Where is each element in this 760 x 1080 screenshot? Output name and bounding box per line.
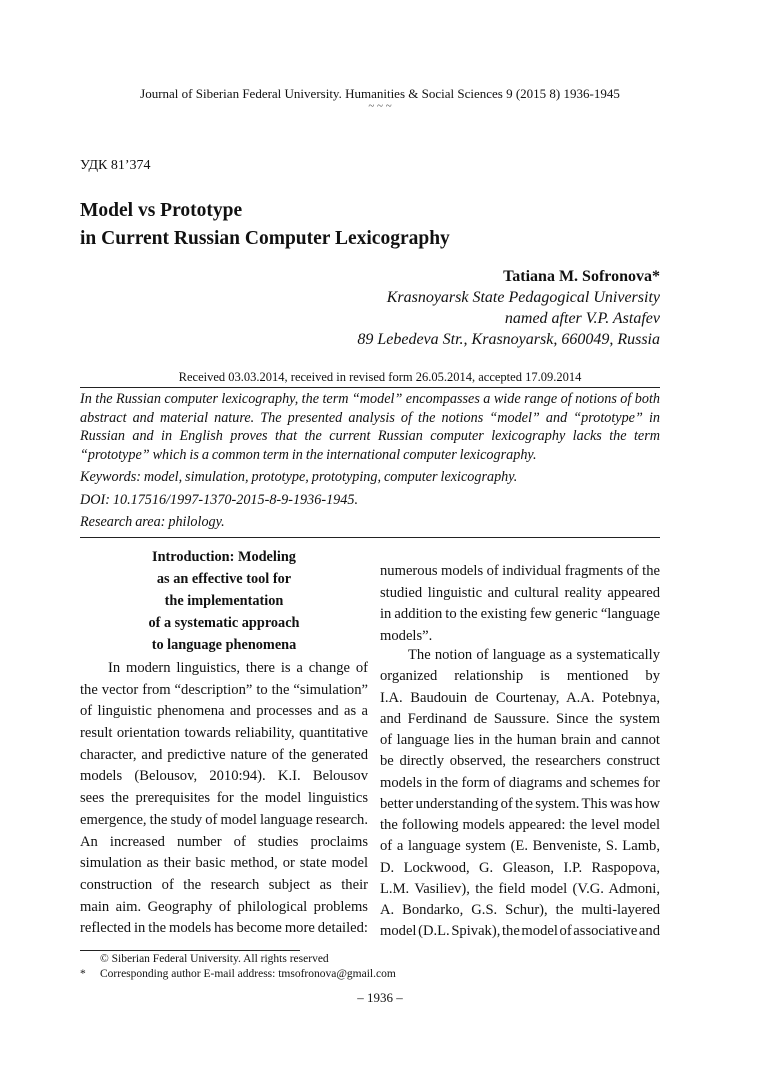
text-line-content: L.M. Vasiliev), the field model (V.G. Admoni, xyxy=(380,880,660,897)
text-line-content: model (D.L. Spivak), the model of associative and xyxy=(380,923,660,940)
author-block xyxy=(357,266,660,350)
text-line-content: emergence, the study of model language research. xyxy=(80,811,368,828)
text-line-content: numerous models of individual fragments of the xyxy=(380,563,660,579)
text-line-content: simulation as their basic method, or state model xyxy=(80,855,368,872)
text-line-content: result orientation towards reliability, quantitative xyxy=(80,725,368,742)
text-line-content: main aim. Geography of philological problems xyxy=(80,898,368,915)
footnote-star: * xyxy=(80,968,86,980)
text-line xyxy=(380,688,660,709)
text-line-content: D. Lockwood, G. Gleason, I.P. Raspopova, xyxy=(380,859,660,876)
text-line xyxy=(380,604,660,626)
text-line xyxy=(380,900,660,921)
text-line-content: of linguistic phenomena and processes and as a xyxy=(80,703,368,720)
text-line xyxy=(380,730,660,751)
text-line xyxy=(380,794,660,815)
article-title xyxy=(80,197,450,253)
text-line xyxy=(380,921,660,942)
text-line-content: An increased number of studies proclaims xyxy=(80,833,368,850)
author-name: Tatiana M. Sofronova* xyxy=(503,268,660,285)
section-heading xyxy=(80,546,368,656)
text-line-content: models in the form of diagrams and schemes for xyxy=(380,774,660,791)
corresponding-author: Corresponding author E-mail address: tmsofronova@gmail.com xyxy=(100,968,396,980)
text-line xyxy=(80,918,368,940)
text-line-content: better understanding of the system. This was how xyxy=(380,795,660,812)
text-line-content: the vector from “description” to the “simulation” xyxy=(80,681,368,698)
text-line-content: organized relationship is mentioned by xyxy=(380,668,660,685)
text-line-content: be directly observed, the researchers construct xyxy=(380,753,660,770)
right-column-paragraph xyxy=(380,645,660,943)
text-line xyxy=(380,561,660,583)
text-line xyxy=(80,658,368,680)
text-line xyxy=(380,879,660,900)
text-line xyxy=(80,723,368,745)
heading-line: of a systematic approach xyxy=(148,615,300,631)
text-line-content: I.A. Baudouin de Courtenay, A.A. Potebnya, xyxy=(380,689,660,706)
text-line xyxy=(80,875,368,897)
journal-header: Journal of Siberian Federal University. Humanities & Social Sciences 9 (2015 8) 1936-1945 xyxy=(140,86,620,101)
footnotes xyxy=(80,952,396,982)
text-line xyxy=(80,701,368,723)
text-line xyxy=(380,709,660,730)
text-line xyxy=(380,773,660,794)
text-line xyxy=(380,583,660,605)
affiliation-line: 89 Lebedeva Str., Krasnoyarsk, 660049, Russia xyxy=(357,331,660,348)
heading-line: as an effective tool for xyxy=(156,571,292,587)
text-line xyxy=(80,766,368,788)
copyright-note: © Siberian Federal University. All rights reserved xyxy=(100,953,329,965)
divider xyxy=(80,537,660,538)
page-number: – 1936 – xyxy=(357,990,403,1005)
text-line-content: the following models appeared: the level model xyxy=(380,817,660,833)
text-line-content: The notion of language as a systematically xyxy=(408,647,660,663)
abstract-text: In the Russian computer lexicography, the term “model” encompasses a wide range of notions of both abstract and material nature. The presented analysis of the notions “model” and “prototype” in Russian and in English proves that the current Russian computer lexicography lacks the term “prototype” which is a common term in the international computer lexicography. xyxy=(80,391,660,463)
text-line-content: models (Belousov, 2010:94). K.I. Belousov xyxy=(80,768,368,785)
text-line-content: sees the prerequisites for the model linguistics xyxy=(80,790,368,807)
keywords: Keywords: model, simulation, prototype, prototyping, computer lexicography. xyxy=(80,469,518,485)
text-line-content: and Ferdinand de Saussure. Since the system xyxy=(380,710,660,727)
text-line xyxy=(380,815,660,836)
text-line-content: construction of the research subject as their xyxy=(80,876,368,893)
text-line xyxy=(80,897,368,919)
received-dates: Received 03.03.2014, received in revised form 26.05.2014, accepted 17.09.2014 xyxy=(178,370,582,384)
text-line xyxy=(380,666,660,687)
title-line: in Current Russian Computer Lexicography xyxy=(80,228,450,249)
abstract xyxy=(80,390,660,536)
affiliation-line: Krasnoyarsk State Pedagogical University xyxy=(386,289,660,306)
text-line-content: In modern linguistics, there is a change of xyxy=(108,660,368,676)
text-line xyxy=(380,836,660,857)
text-line-content: models”. xyxy=(380,628,433,645)
text-line-content: reflected in the models has become more detailed: xyxy=(80,920,368,937)
text-line-content: of language lies in the human brain and cannot xyxy=(380,732,660,748)
text-line-content: of a language system (E. Benveniste, S. Lamb, xyxy=(380,838,660,855)
heading-line: to language phenomena xyxy=(151,637,297,653)
doi: DOI: 10.17516/1997-1370-2015-8-9-1936-1945. xyxy=(80,491,358,508)
text-line xyxy=(80,853,368,875)
header-separator: ~ ~ ~ xyxy=(368,100,392,112)
text-line xyxy=(80,680,368,702)
udk-code: УДК 81’374 xyxy=(80,158,151,173)
affiliation-line: named after V.P. Astafev xyxy=(504,310,660,327)
text-line-content: A. Bondarko, G.S. Schur), the multi-layered xyxy=(380,902,660,918)
text-line xyxy=(380,645,660,666)
text-line xyxy=(80,832,368,854)
research-area: Research area: philology. xyxy=(80,514,225,530)
text-line xyxy=(80,788,368,810)
heading-line: the implementation xyxy=(164,593,284,609)
left-column-paragraph xyxy=(80,658,368,940)
footnote-divider xyxy=(80,950,300,951)
heading-line: Introduction: Modeling xyxy=(152,549,296,565)
text-line xyxy=(380,751,660,772)
text-line xyxy=(380,858,660,879)
text-line xyxy=(80,810,368,832)
title-line: Model vs Prototype xyxy=(80,200,243,221)
text-line-content: in addition to the existing few generic “language xyxy=(380,606,660,623)
text-line xyxy=(80,745,368,767)
divider xyxy=(80,387,660,388)
right-column-paragraph xyxy=(380,561,660,648)
text-line-content: studied linguistic and cultural reality appeared xyxy=(380,584,660,601)
text-line-content: character, and predictive nature of the generated xyxy=(80,746,368,763)
